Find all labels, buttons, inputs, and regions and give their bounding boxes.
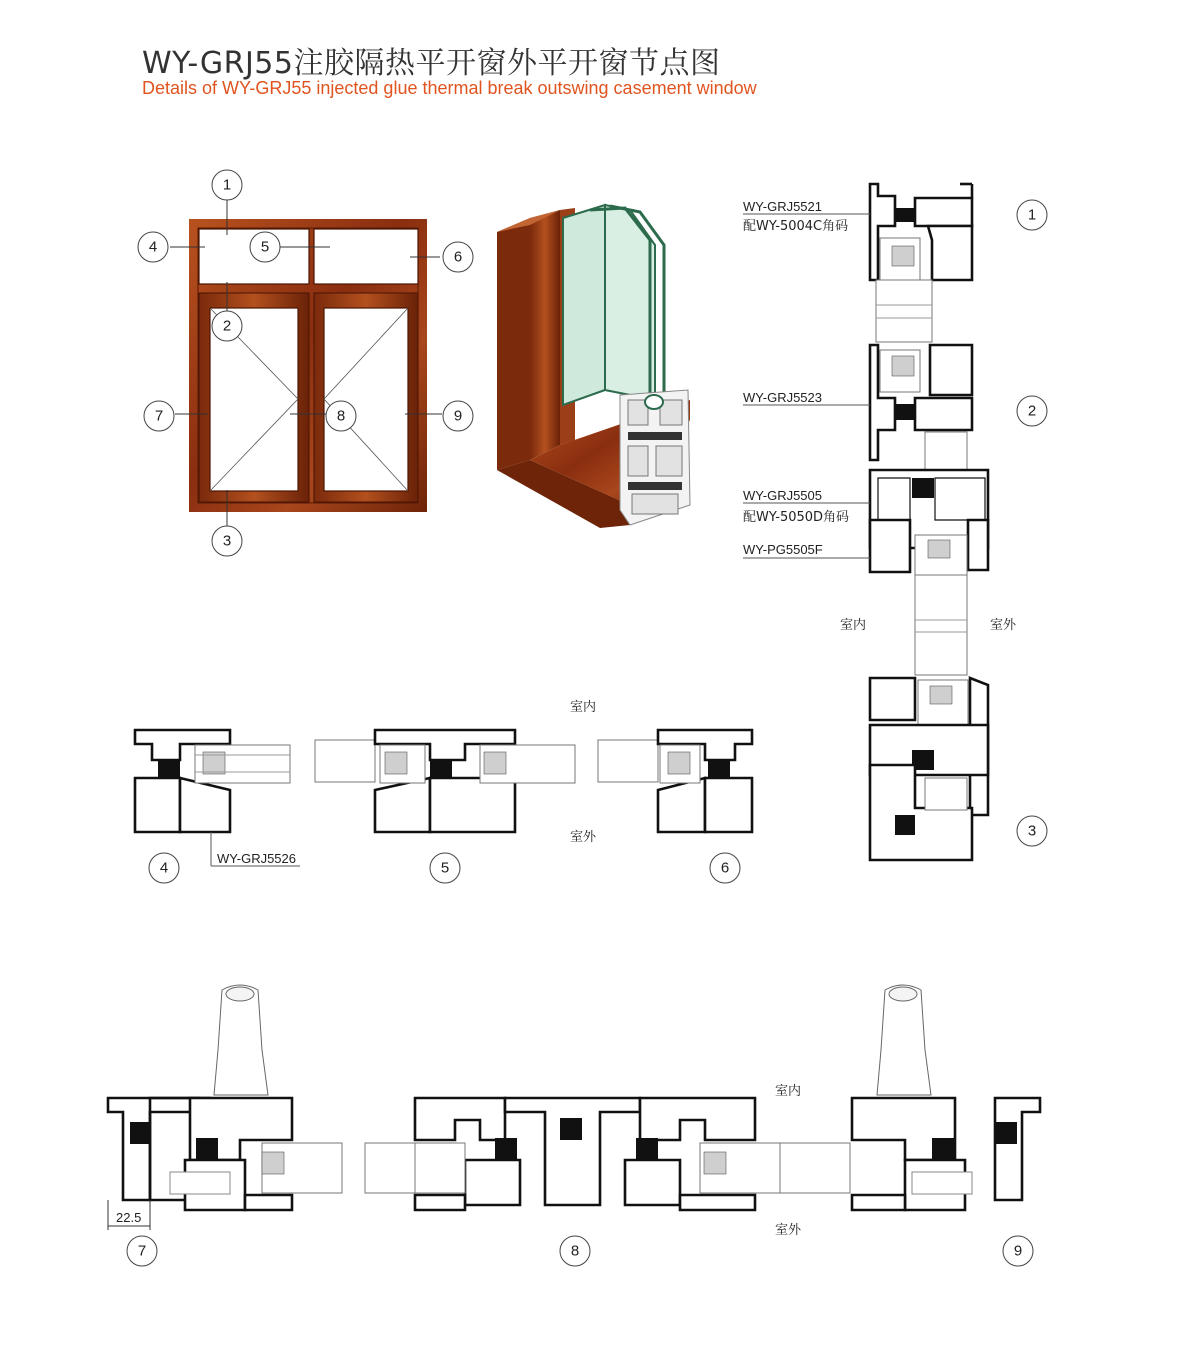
vertical-section [870,184,988,860]
label-wy-pg5505f: WY-PG5505F [743,542,823,557]
svg-text:8: 8 [336,407,346,425]
indoor-label-vertical: 室内 [840,618,867,633]
label-wy-grj5521: WY-GRJ5521 [743,199,822,214]
page-subtitle: Details of WY-GRJ55 injected glue thermal break outswing casement window [142,78,757,98]
transom-right [314,229,418,284]
marker-8 [326,401,356,431]
svg-text:9: 9 [453,407,463,425]
svg-text:3: 3 [222,532,232,550]
svg-text:1: 1 [222,176,232,194]
marker-8-section [560,1236,590,1266]
label-corner-5004c: 配WY-5004C角码 [743,219,849,234]
corner-profile-3d [497,205,690,528]
page-title: WY-GRJ55注胶隔热平开窗外平开窗节点图 [142,46,721,81]
marker-1 [212,170,242,200]
marker-9-section [1003,1236,1033,1266]
marker-1-section [1017,200,1047,230]
svg-text:2: 2 [1027,402,1037,420]
label-wy-grj5505: WY-GRJ5505 [743,488,822,503]
marker-3 [212,526,242,556]
svg-text:7: 7 [154,407,164,425]
svg-text:5: 5 [260,238,270,256]
marker-6-section [710,853,740,883]
svg-text:2: 2 [222,317,232,335]
marker-6 [443,242,473,272]
marker-2 [212,311,242,341]
window-elevation [170,200,442,527]
marker-9 [443,401,473,431]
marker-5-section [430,853,460,883]
svg-text:1: 1 [1027,206,1037,224]
section-4-5-6 [135,730,752,832]
marker-5 [250,232,280,262]
label-corner-5050d: 配WY-5050D角码 [743,510,850,525]
marker-4 [138,232,168,262]
svg-text:6: 6 [453,248,463,266]
outdoor-label-456: 室外 [570,830,597,845]
svg-text:4: 4 [159,859,169,877]
svg-text:5: 5 [440,859,450,877]
indoor-label-789: 室内 [775,1084,802,1099]
section-7-8-9 [108,985,1040,1230]
svg-text:7: 7 [137,1242,147,1260]
svg-text:9: 9 [1013,1242,1023,1260]
marker-7-section [127,1236,157,1266]
marker-3-section [1017,816,1047,846]
dimension-22-5: 22.5 [116,1210,142,1225]
svg-text:4: 4 [148,238,158,256]
outdoor-label-789: 室外 [775,1223,802,1238]
label-wy-grj5523: WY-GRJ5523 [743,390,822,405]
svg-text:8: 8 [570,1242,580,1260]
svg-text:3: 3 [1027,822,1037,840]
marker-4-section [149,853,179,883]
marker-7 [144,401,174,431]
marker-2-section [1017,396,1047,426]
label-wy-grj5526: WY-GRJ5526 [217,851,296,866]
outdoor-label-vertical: 室外 [990,618,1017,633]
indoor-label-456: 室内 [570,700,597,715]
svg-text:6: 6 [720,859,730,877]
